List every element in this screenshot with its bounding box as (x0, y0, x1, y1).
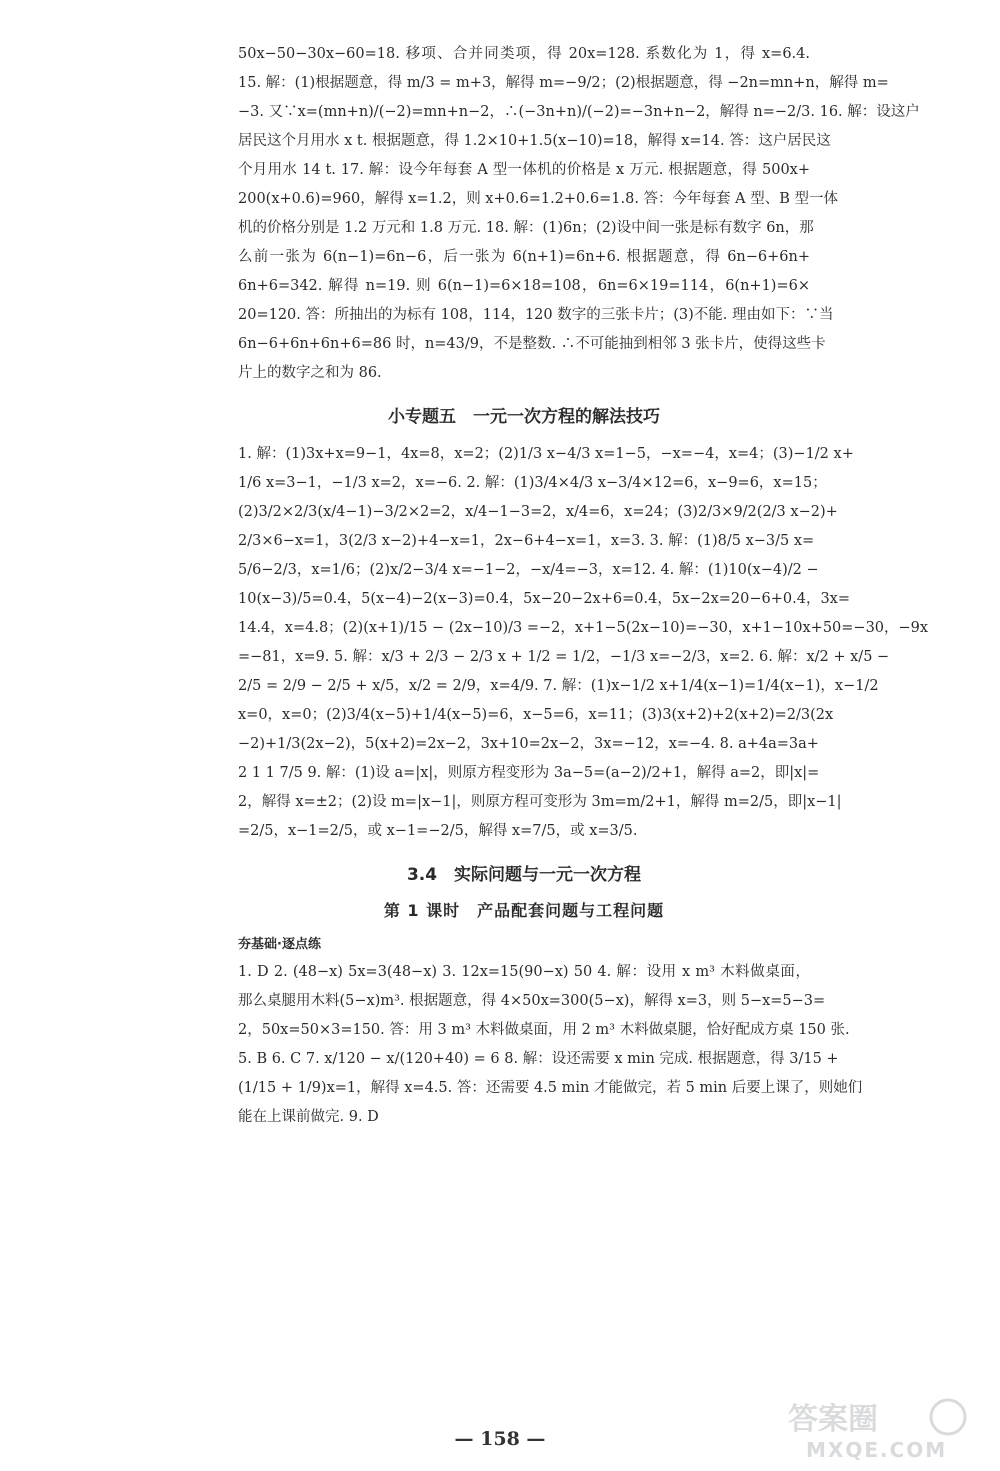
text-line: 10(x−3)/5=0.4，5(x−4)−2(x−3)=0.4，5x−20−2x+6=0.4，5x−2x=20−6+0.4，3x= (238, 591, 851, 607)
solutions-block-topic5 (238, 440, 929, 846)
text-line: 6n−6+6n+6n+6=86 时，n=43/9，不是整数. ∴不可能抽到相邻 3 张卡片，使得这些卡 (238, 336, 826, 352)
text-line: 机的价格分别是 1.2 万元和 1.8 万元. 18. 解：(1)6n；(2)设中间一张是标有数字 6n，那 (238, 220, 814, 236)
answer-content (238, 40, 929, 1132)
text-line: 能在上课前做完. 9. D (238, 1109, 379, 1125)
solutions-block-ch3 (238, 40, 920, 388)
text-line: 20=120. 答：所抽出的为标有 108，114，120 数字的三张卡片；(3)不能. 理由如下：∵当 (238, 307, 834, 323)
text-line: =2/5，x−1=2/5，或 x−1=−2/5，解得 x=7/5，或 x=3/5. (238, 823, 638, 839)
text-line: 2，50x=50×3=150. 答：用 3 m³ 木料做桌面，用 2 m³ 木料做桌腿，恰好配成方桌 150 张. (238, 1022, 850, 1038)
lesson-subheading: 第 1 课时 产品配套问题与工程问题 (383, 901, 665, 920)
text-line: 6n+6=342. 解得 n=19. 则 6(n−1)=6×18=108，6n=6×19=114，6(n+1)=6× (238, 278, 810, 294)
text-line: 5. B 6. C 7. x/120 − x/(120+40) = 6 8. 解：设还需要 x min 完成. 根据题意，得 3/15 + (238, 1051, 839, 1067)
text-line: 片上的数字之和为 86. (238, 365, 382, 381)
text-line: 2，解得 x=±2；(2)设 m=|x−1|，则原方程可变形为 3m=m/2+1，解得 m=2/5，即|x−1| (238, 794, 842, 810)
text-line: 么前一张为 6(n−1)=6n−6，后一张为 6(n+1)=6n+6. 根据题意，得 6n−6+6n+ (238, 249, 810, 265)
solutions-block-lesson1 (238, 958, 863, 1132)
text-line: 1/6 x=3−1，−1/3 x=2，x=−6. 2. 解：(1)3/4×4/3 x−3/4×12=6，x−9=6，x=15； (238, 475, 827, 491)
text-line: =−81，x=9. 5. 解：x/3 + 2/3 − 2/3 x + 1/2 = 1/2，−1/3 x=−2/3，x=2. 6. 解：x/2 + x/5 − (238, 649, 890, 665)
text-line: 1. D 2. (48−x) 5x=3(48−x) 3. 12x=15(90−x) 50 4. 解：设用 x m³ 木料做桌面， (238, 964, 810, 980)
text-line: 5/6−2/3，x=1/6；(2)x/2−3/4 x=−1−2，−x/4=−3，x=12. 4. 解：(1)10(x−4)/2 − (238, 562, 819, 578)
text-line: (2)3/2×2/3(x/4−1)−3/2×2=2，x/4−1−3=2，x/4=6，x=24；(3)2/3×9/2(2/3 x−2)+ (238, 504, 838, 520)
practice-label: 夯基础·逐点练 (238, 937, 321, 952)
text-line: 15. 解：(1)根据题意，得 m/3 = m+3，解得 m=−9/2；(2)根据题意，得 −2n=mn+n，解得 m= (238, 75, 889, 91)
text-line: 1. 解：(1)3x+x=9−1，4x=8，x=2；(2)1/3 x−4/3 x=1−5，−x=−4，x=4；(3)−1/2 x+ (238, 446, 854, 462)
watermark-logo-text: 答案圈 (788, 1402, 878, 1437)
site-watermark (776, 1395, 976, 1461)
page-number: — 158 — (454, 1428, 546, 1450)
text-line: 50x−50−30x−60=18. 移项、合并同类项，得 20x=128. 系数化为 1，得 x=6.4. (238, 46, 810, 62)
text-line: 那么桌腿用木料(5−x)m³. 根据题意，得 4×50x=300(5−x)，解得 x=3，则 5−x=5−3= (238, 993, 826, 1009)
text-line: 居民这个月用水 x t. 根据题意，得 1.2×10+1.5(x−10)=18，解得 x=14. 答：这户居民这 (238, 133, 831, 149)
text-line: −2)+1/3(2x−2)，5(x+2)=2x−2，3x+10=2x−2，3x=−12，x=−4. 8. a+4a=3a+ (238, 736, 819, 752)
text-line: 14.4，x=4.8；(2)(x+1)/15 − (2x−10)/3 =−2，x+1−5(2x−10)=−30，x+1−10x+50=−30，−9x (238, 620, 929, 636)
watermark-url: MXQE.COM (806, 1438, 948, 1462)
text-line: 个月用水 14 t. 17. 解：设今年每套 A 型一体机的价格是 x 万元. 根据题意，得 500x+ (238, 162, 810, 178)
text-line: (1/15 + 1/9)x=1，解得 x=4.5. 答：还需要 4.5 min 才能做完，若 5 min 后要上课了，则她们 (238, 1080, 863, 1096)
text-line: −3. 又∵x=(mn+n)/(−2)=mn+n−2，∴(−3n+n)/(−2)=−3n+n−2，解得 n=−2/3. 16. 解：设这户 (238, 104, 920, 120)
text-line: x=0，x=0；(2)3/4(x−5)+1/4(x−5)=6，x−5=6，x=11；(3)3(x+2)+2(x+2)=2/3(2x (238, 707, 834, 723)
text-line: 2/5 = 2/9 − 2/5 + x/5，x/2 = 2/9，x=4/9. 7. 解：(1)x−1/2 x+1/4(x−1)=1/4(x−1)，x−1/2 (238, 678, 879, 694)
text-line: 2 1 1 7/5 9. 解：(1)设 a=|x|，则原方程变形为 3a−5=(a−2)/2+1，解得 a=2，即|x|= (238, 765, 820, 781)
text-line: 2/3×6−x=1，3(2/3 x−2)+4−x=1，2x−6+4−x=1，x=3. 3. 解：(1)8/5 x−3/5 x= (238, 533, 815, 549)
watermark-seal-icon (931, 1400, 965, 1434)
topic-heading: 小专题五 一元一次方程的解法技巧 (388, 407, 660, 427)
section-heading: 3.4 实际问题与一元一次方程 (406, 865, 642, 885)
text-line: 200(x+0.6)=960，解得 x=1.2，则 x+0.6=1.2+0.6=1.8. 答：今年每套 A 型、B 型一体 (238, 191, 838, 207)
